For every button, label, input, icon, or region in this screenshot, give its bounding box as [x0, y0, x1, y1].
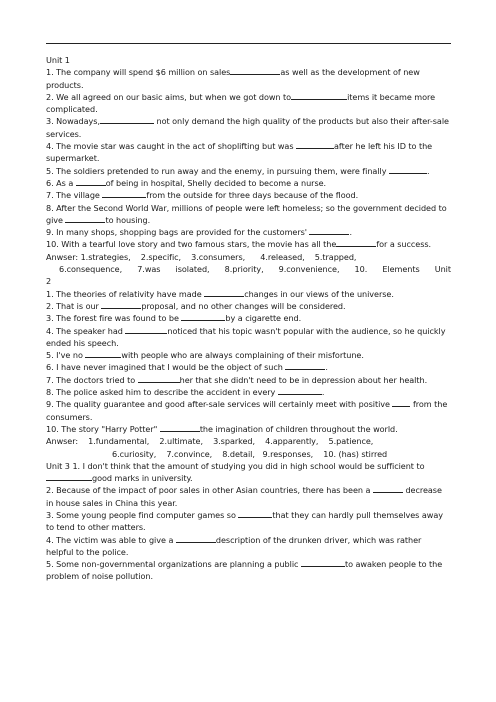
answer-blank: [278, 386, 322, 395]
answer-key: 2.ultimate,: [159, 436, 203, 447]
answer-blank: [204, 288, 244, 297]
item-number: 10.: [46, 239, 59, 250]
item-number: 2.: [46, 91, 54, 102]
item-number: 3.: [46, 116, 54, 127]
answer-blank: [238, 509, 272, 518]
u3-item-1: [46, 460, 451, 485]
item-text: We all agreed on our basic aims, but when we got down to: [56, 91, 292, 102]
item-text: In many shops, shopping bags are provided for the customers': [56, 227, 310, 238]
u1-item-1: [46, 66, 451, 91]
item-text: .: [427, 165, 430, 176]
item-text: The quality guarantee and good after-sale services will certainly meet with positive: [56, 399, 393, 410]
item-number: 8.: [46, 387, 54, 398]
item-text: Some young people find computer games so: [56, 509, 239, 520]
u3-item-2: [46, 484, 451, 509]
answer-blank: [285, 361, 325, 370]
answer-key: 9.convenience,: [278, 264, 340, 275]
item-text: description of the drunken driver, which was rather helpful to the police.: [46, 534, 422, 557]
answer-key: 10. (has) stirred: [323, 448, 388, 459]
u1-item-8: [46, 202, 451, 227]
item-number: 5.: [46, 350, 54, 361]
item-number: 3.: [46, 509, 54, 520]
item-text: Nowadays,: [56, 116, 100, 127]
item-number: 5.: [46, 165, 54, 176]
answer-key: 7.convince,: [166, 448, 213, 459]
item-text: proposal, and no other changes will be considered.: [141, 300, 346, 311]
answer-blank: [373, 484, 403, 493]
item-text: I have never imagined that I would be the object of such: [56, 362, 286, 373]
item-text: I've no: [56, 350, 86, 361]
item-text: As a: [56, 177, 74, 188]
answer-key: 5.trapped,: [314, 251, 357, 262]
u2-answers-line2: [46, 448, 451, 460]
answer-key: 4.apparently,: [265, 436, 319, 447]
item-text: .: [325, 362, 328, 373]
item-text: The movie star was caught in the act of shoplifting but was: [56, 141, 297, 152]
item-number: 2.: [46, 300, 54, 311]
unit2-heading-number: 2: [46, 276, 52, 287]
u1-item-2: [46, 91, 451, 116]
item-number: 6.: [46, 362, 54, 373]
item-number: 2.: [46, 485, 54, 496]
answer-key: 4.released,: [260, 251, 305, 262]
u1-item-6: [46, 177, 451, 189]
answer-label: Anwser:: [46, 436, 79, 447]
answer-label: Anwser:: [46, 251, 79, 262]
item-number: 7.: [46, 374, 54, 385]
exercise-content: [46, 54, 451, 583]
unit2-heading: Unit: [434, 264, 451, 275]
item-number: 1.: [46, 67, 54, 78]
item-text: That is our: [56, 300, 102, 311]
item-text: .: [321, 387, 325, 398]
item-text: The doctors tried to: [56, 374, 138, 385]
unit1-heading: Unit 1: [46, 55, 70, 65]
answer-blank: [160, 423, 200, 432]
item-text: items it became more complicated.: [46, 91, 436, 115]
answer-blank: [296, 140, 334, 149]
item-number: 9.: [46, 227, 54, 238]
item-number: 1.: [46, 288, 54, 299]
u2-item-3: [46, 312, 451, 324]
answer-blank: [102, 189, 146, 198]
item-text: The police asked him to describe the accident in every: [56, 387, 278, 398]
item-text: as well as the development of new products.: [46, 67, 420, 90]
answer-blank: [291, 91, 347, 100]
u2-item-2: [46, 300, 451, 312]
item-text: changes in our views of the universe.: [244, 288, 394, 299]
item-text: The village: [56, 190, 100, 201]
item-text: good marks in university.: [92, 473, 193, 484]
u2-item-8: [46, 386, 451, 398]
item-number: 3.: [46, 313, 54, 324]
u1-item-5: [46, 165, 451, 177]
item-text: that they can hardly pull themselves away to tend to other matters.: [46, 509, 443, 533]
answer-blank: [138, 374, 180, 383]
u1-item-10: [46, 238, 451, 263]
item-text: I don't think that the amount of studying you did in high school would be sufficient to: [82, 460, 425, 471]
item-number: 9.: [46, 399, 54, 410]
u1-item-9: [46, 226, 451, 238]
item-text: decrease in house sales in China this year.: [46, 485, 442, 508]
item-text: The speaker had: [56, 325, 126, 336]
answer-key: 2.specific,: [140, 251, 182, 262]
item-text: from the consumers.: [46, 399, 448, 422]
u3-item-4: [46, 534, 451, 559]
item-text: Some non-governmental organizations are planning a public: [56, 559, 301, 570]
answer-key: 1.fundamental,: [88, 436, 150, 447]
answer-key: 3.sparked,: [213, 436, 256, 447]
u2-item-7: [46, 374, 451, 386]
item-text: The victim was able to give a: [56, 534, 176, 545]
answer-key: 7.was isolated,: [137, 264, 210, 275]
answer-blank: [336, 238, 376, 247]
item-number: 5.: [46, 559, 54, 570]
u1-item-3: [46, 115, 451, 140]
item-text: to awaken people to the problem of noise pollution.: [46, 559, 443, 582]
answer-blank: [76, 177, 106, 186]
answer-blank: [100, 115, 154, 124]
answer-key: 6.consequence,: [59, 264, 123, 275]
answer-blank: [65, 214, 105, 223]
item-text: .: [349, 227, 353, 238]
item-text: Because of the impact of poor sales in other Asian countries, there has been a: [56, 485, 373, 496]
answer-key: 8.detail,: [222, 448, 255, 459]
u2-answers-line1: [46, 435, 451, 447]
answer-key: 1.strategies,: [80, 251, 131, 262]
item-number: 7.: [46, 190, 54, 201]
answer-blank: [176, 534, 216, 543]
answer-key: 6.curiosity,: [112, 448, 157, 459]
item-number: 4.: [46, 325, 54, 336]
u3-item-5: [46, 558, 451, 583]
header-rule: [46, 43, 451, 44]
item-text: for a success.: [376, 239, 432, 250]
u1-item-7: [46, 189, 451, 201]
item-text: The forest fire was found to be: [56, 313, 182, 324]
answer-key: 9.responses,: [262, 448, 314, 459]
u1-item-4: [46, 140, 451, 165]
item-text: of being in hospital, Shelly decided to become a nurse.: [105, 177, 327, 188]
item-text: the imagination of children throughout the world.: [199, 423, 398, 434]
item-number: 1.: [72, 460, 81, 471]
item-text: With a tearful love story and two famous stars, the movie has all the: [61, 239, 337, 250]
item-text: After the Second World War, millions of people were left homeless; so the government decided to give: [46, 202, 447, 225]
answer-blank: [309, 226, 349, 235]
u2-item-9: [46, 398, 451, 423]
u2-item-6: [46, 361, 451, 373]
answer-blank: [181, 312, 225, 321]
item-text: after he left his ID to the supermarket.: [46, 141, 433, 164]
answer-blank: [101, 300, 141, 309]
u3-item-3: [46, 509, 451, 534]
answer-key: 3.consumers,: [191, 251, 246, 262]
item-number: 6.: [46, 177, 54, 188]
item-number: 4.: [46, 141, 54, 152]
item-number: 4.: [46, 534, 54, 545]
item-text: The story "Harry Potter": [61, 423, 160, 434]
answer-blank: [125, 325, 167, 334]
item-text: by a cigarette end.: [225, 313, 302, 324]
answer-key: 10. Elements: [354, 264, 420, 275]
item-text: not only demand the high quality of the products but also their after-sale services.: [46, 116, 449, 139]
item-text: The theories of relativity have made: [56, 288, 205, 299]
answer-blank: [85, 349, 121, 358]
answer-key: 8.priority,: [224, 264, 264, 275]
u2-item-1: [46, 288, 451, 300]
u2-item-5: [46, 349, 451, 361]
item-number: 8.: [46, 202, 54, 213]
item-text: The company will spend $6 million on sales: [56, 67, 231, 78]
item-text: her that she didn't need to be in depression about her health.: [179, 374, 428, 385]
item-text: noticed that his topic wasn't popular with the audience, so he quickly ended his speech.: [46, 325, 446, 348]
answer-key: 5.patience,: [328, 436, 374, 447]
answer-blank: [301, 558, 345, 567]
answer-blank: [46, 472, 92, 481]
item-text: from the outside for three days because of the flood.: [146, 190, 359, 201]
unit3-heading: Unit 3: [46, 460, 70, 471]
answer-blank: [230, 66, 280, 75]
u1-answers-line2: [46, 263, 451, 275]
u2-item-10: [46, 423, 451, 435]
item-number: 10.: [46, 423, 59, 434]
item-text: to housing.: [105, 214, 151, 225]
answer-blank: [392, 398, 410, 407]
u2-item-4: [46, 325, 451, 350]
item-text: with people who are always complaining of their misfortune.: [121, 350, 364, 361]
item-text: The soldiers pretended to run away and the enemy, in pursuing them, were finally: [56, 165, 387, 176]
answer-blank: [389, 165, 427, 174]
